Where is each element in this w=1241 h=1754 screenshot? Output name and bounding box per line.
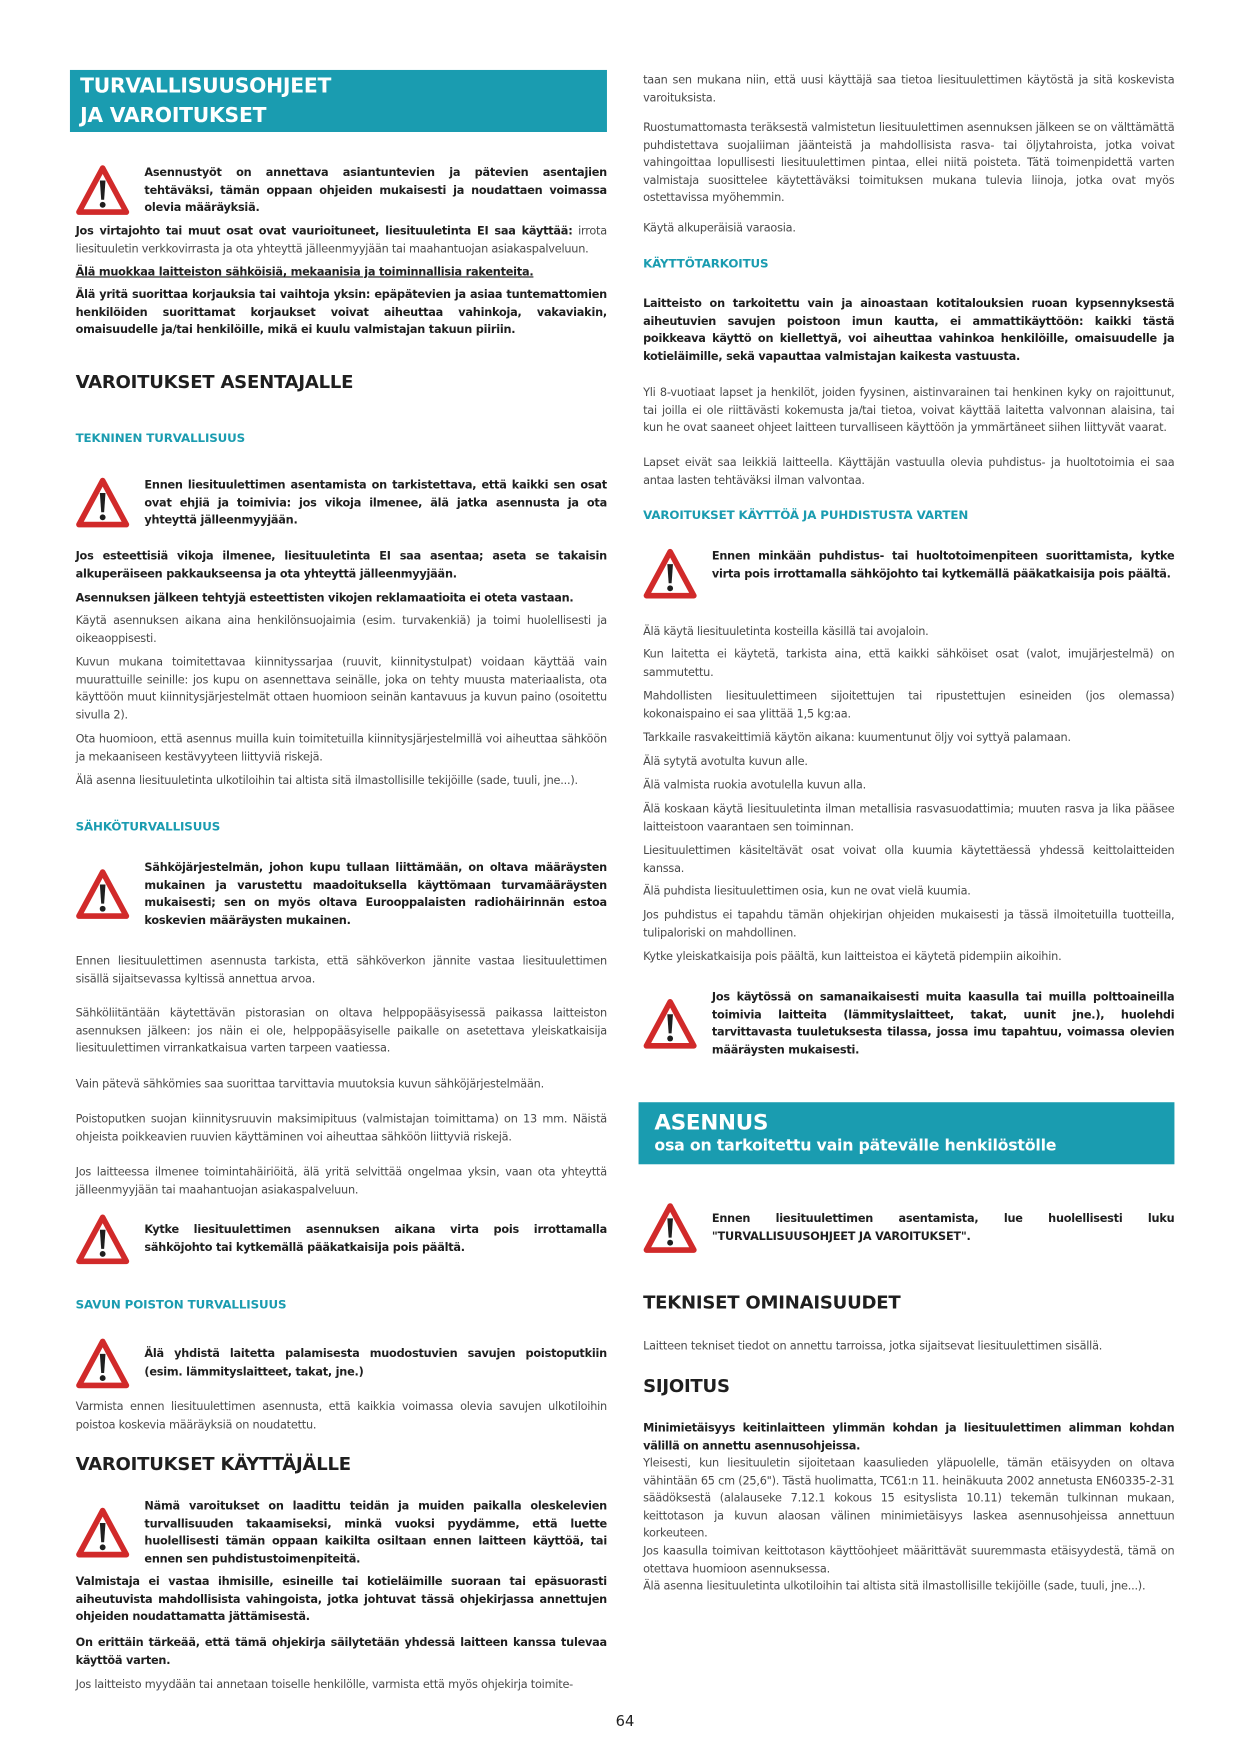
electrical-warning-text: Sähköjärjestelmän, johon kupu tullaan liittämään, on oltava määräysten mukainen ja varustettu maadoituksella käyttömaan turvamääräysten mukaisesti; sen on myös oltava Eurooppalaisten radiohäirinnän estoa koskevien määräysten mukainen. — [144, 861, 607, 928]
list-item: Älä koskaan käytä liesituuletinta ilman metallisia rasvasuodattimia; muuten rasva ja lika pääsee laitteistoon vaarantaen sen toiminnan. — [643, 803, 1175, 834]
intro-warning — [76, 165, 607, 221]
smoke-warning-text: Älä yhdistä laitetta palamisesta muodostuvien savujen poistoputkiin (esim. lämmityslaitteet, takat, jne.) — [144, 1348, 607, 1379]
electrical-warning — [76, 860, 607, 932]
sold-note-cont: taan sen mukana niin, että uusi käyttäjä saa tietoa liesituulettimen käytöstä ja sitä koskevista varoituksista. — [643, 74, 1175, 105]
safety-title-line1: TURVALLISUUSOHJEET — [80, 74, 332, 99]
warning-triangle-icon — [643, 998, 697, 1050]
install-banner-subtitle: osa on tarkoitettu vain pätevälle henkilöstölle — [654, 1137, 1057, 1156]
malfunction: Jos laitteessa ilmenee toimintahäiriöitä, älä yritä selvittää ongelmaa yksin, vaan ota yhteyttä jälleenmyyjään tai maahantuojan asiakaspalveluun. — [75, 1166, 607, 1197]
fuel-warning-text: Jos käytössä on samanaikaisesti muita kaasulla tai muilla polttoaineilla toimivia laitteita (lämmityslaitteet, takat, uunit jne.), huolehdi tarvittavasta tuuletuksesta tilassa, jossa imu tapahtuu, voimassa olevien määräysten mukaisesti. — [711, 991, 1175, 1057]
disconnect-warning-text: Kytke liesituulettimen asennuksen aikana virta pois irrottamalla sähköjohto tai kytkemällä pääkatkaisija pois päältä. — [144, 1224, 607, 1255]
original-parts: Käytä alkuperäisiä varaosia. — [643, 222, 796, 235]
user-heading: VAROITUKSET KÄYTTÄJÄLLE — [75, 1453, 351, 1475]
purpose-text: Laitteisto on tarkoitettu vain ja ainoastaan kotitalouksien ruoan kypsennyksestä aiheutuvien savujen poistoon imun kautta, ei ammattikäyttöön: kaikki tästä poikkeava käyttö on kiellettyä, voi aiheuttaa vahinkoa henkilöille, omaisuudelle ja kotieläimille, sekä vapauttaa valmistajan kaikesta vastuusta. — [643, 297, 1175, 364]
list-item: Liesituulettimen käsiteltävät osat voivat olla kuumia käytettäessä yhdessä keittolaitteiden kanssa. — [643, 845, 1175, 876]
list-item: Kun laitetta ei käytetä, tarkista aina, että kaikki sähköiset osat (valot, imujärjestelmä) on sammutettu. — [643, 648, 1175, 679]
keep-manual: On erittäin tärkeää, että tämä ohjekirja säilytetään yhdessä laitteen kanssa tulevaa käyttöä varten. — [75, 1636, 607, 1667]
warning-triangle-icon — [643, 548, 697, 600]
warning-triangle-icon — [76, 869, 130, 921]
fixing-kit: Kuvun mukana toimitettavaa kiinnityssarjaa (ruuvit, kiinnitystulpat) voidaan käyttää vain muurattuille seinille: jos kupu on asennettava seinälle, joka on tehty muusta materiaalista, ota käyttöön muut kiinnitysjärjestelmät ottaen huomioon seinän kantavuus ja kuvun paino (osoitettu sivulla 2). — [75, 656, 607, 722]
smoke-warning — [76, 1338, 607, 1394]
other-fixing: Ota huomioon, että asennus muilla kuin toimitetuilla kiinnitysjärjestelmillä voi aiheuttaa sähköön ja mekaaniseen kestävyyteen liittyviä riskejä. — [75, 733, 607, 764]
tech-safety-heading: TEKNINEN TURVALLISUUS — [75, 432, 246, 446]
tech-warning — [76, 477, 607, 533]
safety-title-line2: JA VAROITUKSET — [80, 103, 267, 128]
tech-features-text: Laitteen tekniset tiedot on annettu tarroissa, jotka sijaitsevat liesituulettimen sisällä. — [643, 1340, 1103, 1353]
screw-length: Poistoputken suojan kiinnitysruuvin maksimipituus (valmistajan toimittama) on 13 mm. Näistä ohjeista poikkeavien ruuvien käyttäminen voi aiheuttaa sähköön liittyviä riskejä. — [75, 1113, 607, 1144]
voltage-check: Ennen liesituulettimen asennusta tarkista, että sähköverkon jännite vastaa liesituulettimen sisällä sijaitsevassa kyltissä annettua arvoa. — [75, 955, 607, 986]
placement-text-3: Älä asenna liesituuletinta ulkotiloihin tai altista sitä ilmastollisille tekijöille (sade, tuuli, jne...). — [643, 1580, 1146, 1593]
children-text-2: Lapset eivät saa leikkiä laitteella. Käyttäjän vastuulla olevia puhdistus- ja huoltotoimia ei saa antaa lasten tehtäväksi ilman valvontaa. — [643, 456, 1175, 487]
placement-text-2: Jos kaasulla toimivan keittotason käyttöohjeet määrittävät suuremmasta etäisyydestä, tämä on otettava huomioon asennuksessa. — [643, 1545, 1175, 1576]
cleaning-warning — [643, 548, 1174, 604]
protective-gear: Käytä asennuksen aikana aina henkilönsuojaimia (esim. turvakenkiä) ja toimi huolellisesti ja oikeaoppisesti. — [75, 614, 607, 645]
damaged-cord-bold: Jos virtajohto tai muut osat ovat vaurioituneet, liesituuletinta EI saa käyttää: — [75, 225, 573, 239]
tech-features-heading: TEKNISET OMINAISUUDET — [643, 1291, 901, 1314]
placement-heading: SIJOITUS — [643, 1375, 730, 1397]
disconnect-warning — [76, 1214, 607, 1270]
smoke-rules: Varmista ennen liesituulettimen asennusta, että kaikkia voimassa olevia savujen ulkotiloihin poistoa koskevia määräyksiä on noudatettu. — [75, 1401, 607, 1432]
warning-triangle-icon — [76, 1507, 130, 1559]
socket-access: Sähköliitäntään käytettävän pistorasian on oltava helppopääsyisessä paikassa laitteiston asennuksen jälkeen: jos näin ei ole, helppopääsyiselle paikalle on asetettava yleiskatkaisija liesituulettimen virrankatkaisua varten tarpeen vaatiessa. — [75, 1007, 607, 1056]
install-warning-text: Ennen liesituulettimen asentamista, lue huolellisesti luku "TURVALLISUUSOHJEET JA VAROITUKSET". — [711, 1212, 1175, 1243]
list-item: Älä valmista ruokia avotulella kuvun alla. — [643, 779, 866, 792]
install-warning — [643, 1203, 1174, 1259]
install-banner-title: ASENNUS — [654, 1110, 769, 1135]
list-item: Kytke yleiskatkaisija pois päältä, kun laitteistoa ei käytetä pidempiin aikoihin. — [643, 951, 1062, 964]
cleaning-warning-text: Ennen minkään puhdistus- tai huoltotoimenpiteen suorittamista, kytke virta pois irrottamalla sähköjohto tai kytkemällä pääkatkaisija pois päältä. — [711, 550, 1175, 581]
list-item: Jos puhdistus ei tapahdu tämän ohjekirjan ohjeiden mukaisesti ja tässä ilmoitetuilla tuotteilla, tulipaloriski on mahdollinen. — [643, 909, 1175, 940]
manufacturer-liability: Valmistaja ei vastaa ihmisille, esineille tai kotieläimille suoraan tai epäsuorasti aiheutuvista mahdollisista vahingoista, jotka johtuvat tässä ohjekirjassa annettujen ohjeiden noudattamatta jättämisestä. — [75, 1576, 607, 1624]
list-item: Älä sytytä avotulta kuvun alle. — [643, 755, 808, 769]
tech-warning-text: Ennen liesituulettimen asentamista on tarkistettava, että kaikki sen osat ovat ehjiä ja toimivia: jos vikoja ilmenee, älä jatka asennusta ja ota yhteyttä jälleenmyyjään. — [144, 479, 607, 528]
warning-triangle-icon — [643, 1203, 697, 1255]
cleaning-heading: VAROITUKSET KÄYTTÖÄ JA PUHDISTUSTA VARTEN — [643, 508, 969, 523]
smoke-heading: SAVUN POISTON TURVALLISUUS — [75, 1298, 287, 1313]
warning-triangle-icon — [76, 1338, 130, 1390]
warning-triangle-icon — [76, 1214, 130, 1266]
no-outdoor-install: Älä asenna liesituuletinta ulkotiloihin tai altista sitä ilmastollisille tekijöille (sade, tuuli, jne...). — [75, 775, 578, 788]
electrician-only: Vain pätevä sähkömies saa suorittaa tarvittavia muutoksia kuvun sähköjärjestelmään. — [75, 1078, 544, 1091]
do-not-repair: Älä yritä suorittaa korjauksia tai vaihtoja yksin: epäpätevien ja asiaa tuntemattomien henkilöiden suorittamat korjaukset voivat aiheuttaa vahinkoja, vakaviakin, omaisuudelle ja/tai henkilöille, mikä ei kuulu valmistajan takuun piiriin. — [75, 288, 607, 337]
aesthetic-defects: Jos esteettisiä vikoja ilmenee, liesituuletinta EI saa asentaa; aseta se takaisin alkuperäiseen pakkaukseensa ja ota yhteyttä jälleenmyyjään. — [75, 550, 607, 581]
purpose-heading: KÄYTTÖTARKOITUS — [643, 257, 769, 271]
children-text: Yli 8-vuotiaat lapset ja henkilöt, joiden fyysinen, aistinvarainen tai henkinen kyky on rajoittunut, tai joilla ei ole riittävästi kokemusta ja/tai tietoa, voivat käyttää laitetta valvonnan alaisina, tai kun he ovat saaneet ohjeet laitteen turvalliseen käyttöön ja ymmärtäneet siihen liittyvät vaarat. — [643, 386, 1175, 435]
placement-bold: Minimietäisyys keitinlaitteen ylimmän kohdan ja liesituulettimen alimman kohdan välillä on annettu asennusohjeissa. — [643, 1422, 1175, 1453]
list-item: Älä puhdista liesituulettimen osia, kun ne ovat vielä kuumia. — [643, 885, 971, 899]
user-warning — [76, 1498, 607, 1570]
warning-triangle-icon — [76, 165, 130, 217]
no-claims: Asennuksen jälkeen tehtyjä esteettisten vikojen reklamaatioita ei oteta vastaan. — [75, 592, 574, 605]
intro-warning-text: Asennustyöt on annettava asiantuntevien ja pätevien asentajien tehtäväksi, tämän oppaan ohjeiden mukaisesti ja noudattaen voimassa olevia määräyksiä. — [144, 166, 607, 215]
electrical-heading: SÄHKÖTURVALLISUUS — [75, 820, 221, 834]
steel-care: Ruostumattomasta teräksestä valmistetun liesituulettimen asennuksen jälkeen se on välttämättä puhdistettava suojaliiman jäänteistä ja mahdollisista rasva- tai öljytahroista, jotka voivat vahingoittaa lopullisesti liesituulettimen pintaa, ellei niitä poisteta. Tätä toimenpidettä varten valmistaja suosittelee käytettäväksi toimituksen mukana tulevia liinoja, jotka ovat myös ostettavissa myöhemmin. — [643, 121, 1175, 205]
list-item: Tarkkaile rasvakeittimiä käytön aikana: kuumentunut öljy voi syttyä palamaan. — [643, 732, 1071, 745]
damaged-cord-rest: irrota liesituuletin verkkovirrasta ja ota yhteyttä jälleenmyyjään tai maahantuojan asiakaspalveluun. — [75, 225, 607, 256]
installer-heading: VAROITUKSET ASENTAJALLE — [75, 371, 354, 393]
warning-triangle-icon — [76, 477, 130, 529]
safety-title-banner — [70, 70, 607, 132]
damaged-cord-note — [76, 223, 607, 258]
fuel-warning — [643, 989, 1174, 1061]
list-item: Älä käytä liesituuletinta kosteilla käsillä tai avojaloin. — [643, 626, 929, 639]
placement-text: Yleisesti, kun liesituuletin sijoitetaan kaasulieden yläpuolelle, tämän etäisyyden on oltava vähintään 65 cm (25,6"). Tästä huolimatta, TC61:n 11. heinäkuuta 2002 annetusta EN60335-2-31 säädöksestä (alalauseke 7.12.1 kokous 15 esityslista 10.11) tekemän tulkinnan mukaan, keittotason ja kuvun alaosan välinen minimietäisyys laskea asennusohjeissa annettuun korkeuteen. — [643, 1457, 1175, 1541]
sold-note: Jos laitteisto myydään tai annetaan toiselle henkilölle, varmista että myös ohjekirja toimite- — [75, 1678, 574, 1692]
page-number: 64 — [615, 1713, 635, 1731]
user-warning-text: Nämä varoitukset on laadittu teidän ja muiden paikalla oleskelevien turvallisuuden takaamiseksi, minkä vuoksi pyydämme, että luette huolellisesti tämän oppaan kaikilta osiltaan ennen laitteen käyttöä, tai ennen sen puhdistustoimenpiteitä. — [144, 1500, 607, 1566]
do-not-modify: Älä muokkaa laitteiston sähköisiä, mekaanisia ja toiminnallisia rakenteita. — [75, 266, 534, 279]
list-item: Mahdollisten liesituulettimeen sijoitettujen tai ripustettujen esineiden (jos olemassa) kokonaispaino ei saa ylittää 1,5 kg:aa. — [643, 690, 1175, 721]
install-banner — [639, 1102, 1175, 1164]
